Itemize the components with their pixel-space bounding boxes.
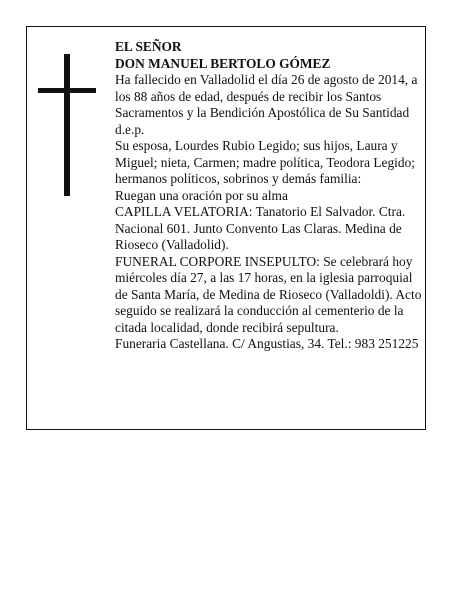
deceased-name: DON MANUEL BERTOLO GÓMEZ [115, 55, 331, 71]
honorific: EL SEÑOR [115, 39, 182, 54]
cross-vertical-bar [64, 54, 70, 196]
latin-cross-icon [38, 54, 96, 196]
funeral-info: FUNERAL CORPORE INSEPULTO: Se celebrará hoy miércoles día 27, a las 17 horas, en la iglesia parroquial de Santa María, de Medina de Rioseco (Valladoldi). Acto seguido se realizará la conducción al cementerio de la citada localidad, donde recibirá sepultura. [115, 253, 422, 335]
family-list: Su esposa, Lourdes Rubio Legido; sus hijos, Laura y Miguel; nieta, Carmen; madre política, Teodora Legido; hermanos políticos, sobrinos y demás familia: [115, 138, 416, 186]
obituary-notice [26, 26, 426, 430]
notice-text [115, 39, 423, 353]
funeral-home-contact: Funeraria Castellana. C/ Angustias, 34. Tel.: 983 251225 [115, 336, 419, 351]
death-announcement: Ha fallecido en Valladolid el día 26 de agosto de 2014, a los 88 años de edad, después de recibir los Santos Sacramentos y la Bendición Apostólica de Su Santidad d.e.p. [115, 72, 418, 137]
cross-horizontal-bar [38, 88, 96, 93]
wake-chapel-info: CAPILLA VELATORIA: Tanatorio El Salvador. Ctra. Nacional 601. Junto Convento Las Claras. Medina de Rioseco (Valladolid). [115, 204, 406, 252]
prayer-request: Ruegan una oración por su alma [115, 187, 288, 203]
